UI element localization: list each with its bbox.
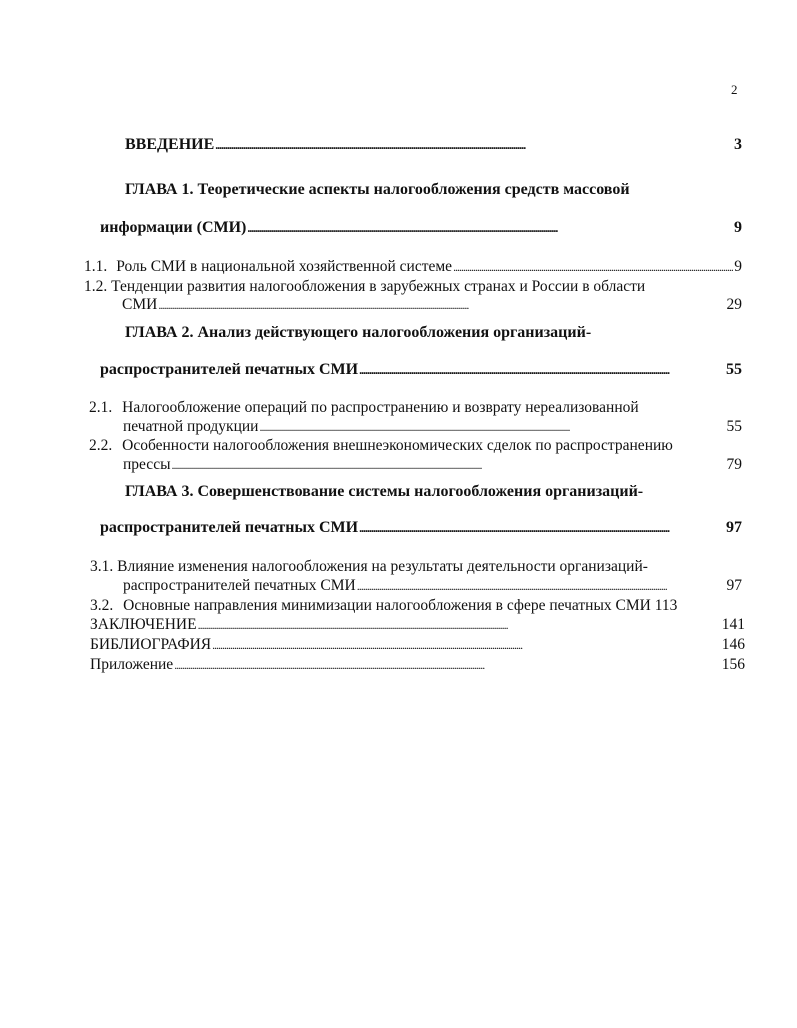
toc-section-number: 3.1. <box>90 558 114 575</box>
toc-leader <box>453 260 733 275</box>
toc-leader <box>259 420 725 435</box>
toc-section-number: 1.1. <box>84 258 108 275</box>
toc-entry-intro <box>125 136 742 154</box>
toc-entry-conclusion <box>90 616 745 634</box>
toc-leader <box>212 638 721 653</box>
toc-title: Роль СМИ в национальной хозяйственной системе <box>116 258 453 275</box>
toc-entry-appendix <box>90 656 745 674</box>
toc-leader <box>174 658 721 673</box>
toc-page: 97 <box>726 577 742 594</box>
toc-page: 55 <box>726 361 742 378</box>
toc-page: 79 <box>726 456 742 473</box>
toc-entry-2-2 <box>123 456 742 474</box>
toc-page: 113 <box>654 597 678 614</box>
toc-entry-bibliography <box>90 636 745 654</box>
toc-title: информации (СМИ) <box>100 219 247 236</box>
toc-title: БИБЛИОГРАФИЯ <box>90 636 212 653</box>
toc-leader <box>359 521 725 536</box>
toc-title: ВВЕДЕНИЕ <box>125 136 215 153</box>
toc-leader <box>158 298 725 313</box>
toc-entry-3-1-line1 <box>90 558 648 576</box>
toc-entry-1-2-line1 <box>84 278 645 296</box>
toc-entry-2-1 <box>123 418 742 436</box>
toc-title: Особенности налогообложения внешнеэкономических сделок по распространению <box>122 437 673 454</box>
toc-entry-ch1 <box>100 219 742 237</box>
toc-section-number: 2.2. <box>89 437 113 454</box>
toc-title: ЗАКЛЮЧЕНИЕ <box>90 616 197 633</box>
toc-title: Влияние изменения налогообложения на результаты деятельности организаций- <box>117 558 648 575</box>
toc-entry-2-1-line1 <box>89 399 639 417</box>
toc-leader <box>247 221 733 236</box>
toc-leader <box>215 138 733 153</box>
toc-leader <box>198 618 721 633</box>
toc-page: 9 <box>734 258 742 275</box>
toc-title: Основные направления минимизации налогообложения в сфере печатных СМИ <box>123 597 651 614</box>
toc-page: 156 <box>721 656 745 673</box>
toc-page: 9 <box>734 219 742 236</box>
toc-entry-ch2 <box>100 361 742 379</box>
toc-chapter-1-line1: ГЛАВА 1. Теоретические аспекты налогообложения средств массовой <box>125 181 630 198</box>
toc-leader <box>357 579 726 594</box>
toc-page: 3 <box>734 136 742 153</box>
toc-page: 55 <box>726 418 742 435</box>
toc-entry-ch3 <box>100 519 742 537</box>
toc-leader <box>359 363 725 378</box>
toc-chapter-3-line1: ГЛАВА 3. Совершенствование системы налогообложения организаций- <box>125 483 644 500</box>
toc-entry-2-2-line1 <box>89 437 673 455</box>
toc-title: СМИ <box>122 296 158 313</box>
toc-page: 141 <box>721 616 745 633</box>
toc-entry-1-2 <box>122 296 742 314</box>
page-number: 2 <box>731 82 738 97</box>
toc-title: распространителей печатных СМИ <box>100 361 359 378</box>
toc-section-number: 2.1. <box>89 399 113 416</box>
toc-title: распространителей печатных СМИ <box>100 519 359 536</box>
toc-title: Налогообложение операций по распространению и возврату нереализованной <box>122 399 639 416</box>
toc-entry-3-1 <box>123 577 742 595</box>
toc-leader <box>171 458 725 473</box>
toc-title: Приложение <box>90 656 174 673</box>
toc-section-number: 3.2. <box>90 597 114 614</box>
toc-entry-1-1 <box>84 258 742 276</box>
toc-page: 146 <box>721 636 745 653</box>
toc-title: распространителей печатных СМИ <box>123 577 356 594</box>
toc-entry-3-2 <box>90 597 677 615</box>
toc-chapter-2-line1: ГЛАВА 2. Анализ действующего налогообложения организаций- <box>125 324 592 341</box>
toc-page: 29 <box>726 296 742 313</box>
toc-section-number: 1.2. <box>84 278 108 295</box>
toc-page: 97 <box>726 519 742 536</box>
toc-title: Тенденции развития налогообложения в зарубежных странах и России в области <box>111 278 646 295</box>
toc-title: прессы <box>123 456 171 473</box>
toc-title: печатной продукции <box>123 418 259 435</box>
